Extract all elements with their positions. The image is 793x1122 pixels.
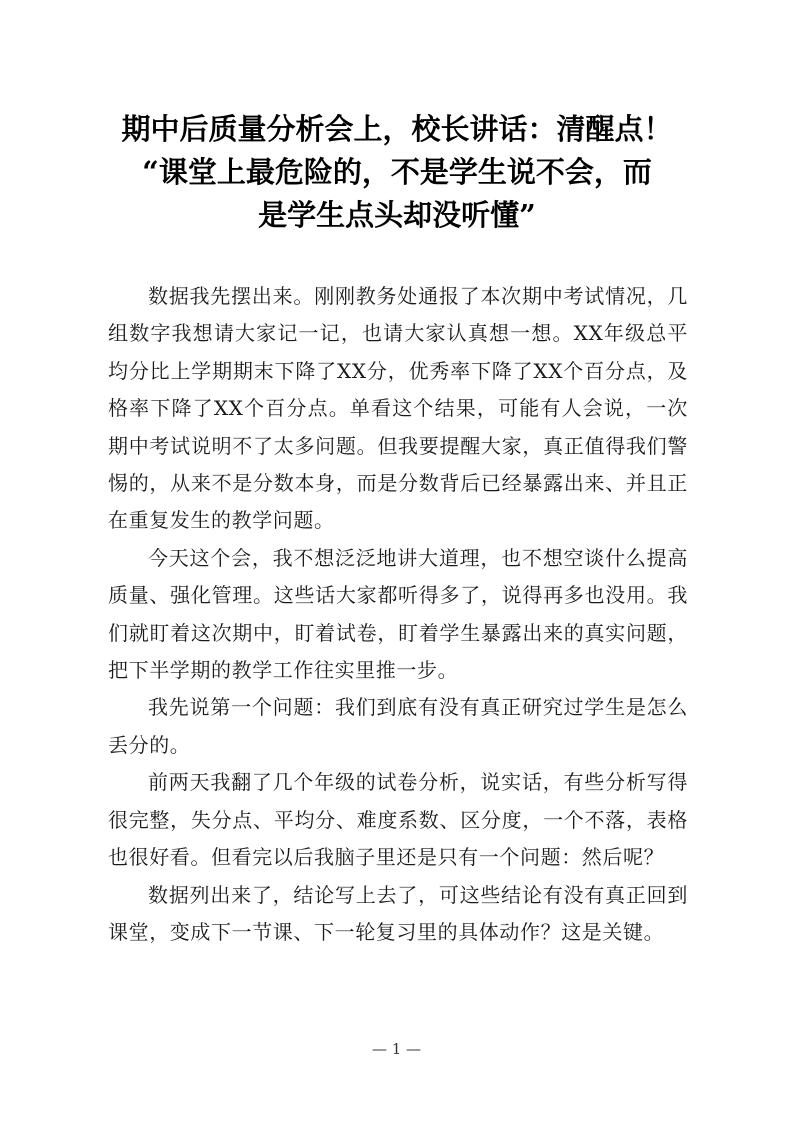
paragraph: 前两天我翻了几个年级的试卷分析，说实话，有些分析写得很完整，失分点、平均分、难度系数、区分度，一个不落，表格也很好看。但看完以后我脑子里还是只有一个问题：然后呢？ — [108, 770, 688, 870]
paragraph: 我先说第一个问题：我们到底有没有真正研究过学生是怎么丢分的。 — [108, 695, 688, 757]
title-line-3: 是学生点头却没听懂” — [258, 198, 536, 232]
paragraph: 数据我先摆出来。刚刚教务处通报了本次期中考试情况，几组数字我想请大家记一记，也请大家认真想一想。XX年级总平均分比上学期期末下降了XX分，优秀率下降了XX个百分点，及格率下降了XX个百分点。单看这个结果，可能有人会说，一次期中考试说明不了太多问题。但我要提醒大家，真正值得我们警惕的，从来不是分数本身，而是分数背后已经暴露出来、并且正在重复发生的教学问题。 — [108, 284, 688, 533]
title-line-1: 期中后质量分析会上，校长讲话：清醒点！ — [121, 112, 673, 146]
title-line-2: “课堂上最危险的，不是学生说不会，而 — [142, 155, 652, 189]
document-body — [108, 278, 688, 951]
paragraph: 今天这个会，我不想泛泛地讲大道理，也不想空谈什么提高质量、强化管理。这些话大家都听得多了，说得再多也没用。我们就盯着这次期中，盯着试卷，盯着学生暴露出来的真实问题，把下半学期的教学工作往实里推一步。 — [108, 545, 688, 683]
paragraph: 数据列出来了，结论写上去了，可这些结论有没有真正回到课堂，变成下一节课、下一轮复习里的具体动作？这是关键。 — [108, 882, 688, 944]
document-title — [100, 108, 694, 237]
page-number: — 1 — — [371, 1040, 422, 1058]
